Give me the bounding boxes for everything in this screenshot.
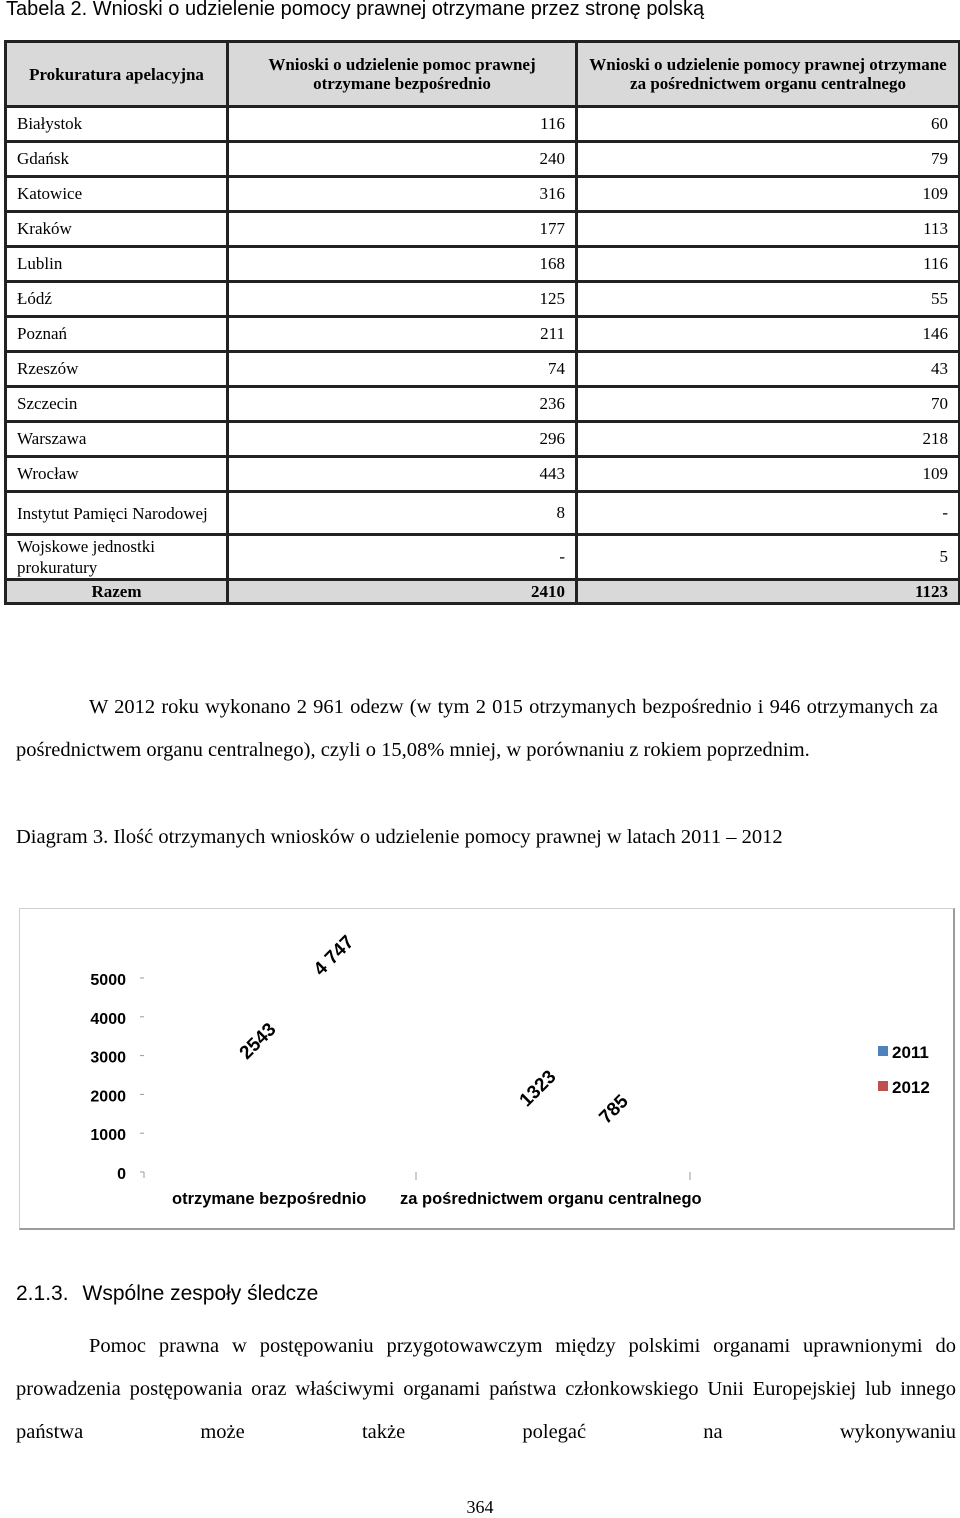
cell-direct: 116 [228, 107, 577, 142]
cell-central: 109 [577, 457, 960, 492]
cell-office: Wrocław [6, 457, 228, 492]
header-direct-requests: Wnioski o udzielenie pomoc prawnej otrzymane bezpośrednio [228, 42, 577, 107]
cell-direct: 316 [228, 177, 577, 212]
data-label: 4 747 [309, 931, 359, 981]
cell-central: 55 [577, 282, 960, 317]
page-number: 364 [466, 1497, 494, 1517]
y-tick-label: 4000 [90, 1010, 126, 1028]
cell-direct: 125 [228, 282, 577, 317]
cell-direct: 443 [228, 457, 577, 492]
cell-direct: 240 [228, 142, 577, 177]
cell-office: Wojskowe jednostki prokuratury [6, 535, 228, 580]
cell-total-direct: 2410 [228, 580, 577, 604]
cell-central: 5 [577, 535, 960, 580]
cell-central: 218 [577, 422, 960, 457]
cell-central: 43 [577, 352, 960, 387]
cell-central: 113 [577, 212, 960, 247]
cell-total-central: 1123 [577, 580, 960, 604]
cell-office: Łódź [6, 282, 228, 317]
cell-direct: 211 [228, 317, 577, 352]
data-label: 785 [595, 1091, 633, 1129]
cell-office: Katowice [6, 177, 228, 212]
cell-office: Warszawa [6, 422, 228, 457]
x-category-label: za pośrednictwem organu centralnego [400, 1190, 702, 1208]
data-label: 1323 [515, 1066, 561, 1112]
paragraph-summary-text: W 2012 roku wykonano 2 961 odezw (w tym 2 015 otrzymanych bezpośrednio i 946 otrzymanych za pośrednictwem organu centralnego), czyli o 15,08% mniej, w porównaniu z rokiem poprzednim. [16, 696, 938, 761]
y-tick-label: 3000 [90, 1049, 126, 1067]
header-prosecutor-office: Prokuratura apelacyjna [6, 42, 228, 107]
cell-office: Gdańsk [6, 142, 228, 177]
cell-central: 146 [577, 317, 960, 352]
cell-direct: - [228, 535, 577, 580]
cell-central: - [577, 492, 960, 535]
y-tick-label: 2000 [90, 1088, 126, 1106]
cell-office: Instytut Pamięci Narodowej [6, 492, 228, 535]
diagram-caption: Diagram 3. Ilość otrzymanych wniosków o udzielenie pomocy prawnej w latach 2011 – 2012 [16, 826, 783, 848]
cell-central: 109 [577, 177, 960, 212]
cell-central: 60 [577, 107, 960, 142]
cell-direct: 74 [228, 352, 577, 387]
cell-direct: 168 [228, 247, 577, 282]
cell-total-label: Razem [6, 580, 228, 604]
cell-office: Kraków [6, 212, 228, 247]
cell-central: 79 [577, 142, 960, 177]
cell-central: 116 [577, 247, 960, 282]
cell-central: 70 [577, 387, 960, 422]
header-central-requests: Wnioski o udzielenie pomocy prawnej otrzymane za pośrednictwem organu centralnego [577, 42, 960, 107]
section-number: 2.1.3. [16, 1282, 69, 1305]
y-tick-label: 1000 [90, 1127, 126, 1145]
table-caption: Tabela 2. Wnioski o udzielenie pomocy prawnej otrzymane przez stronę polską [6, 0, 705, 20]
cell-direct: 177 [228, 212, 577, 247]
cell-office: Białystok [6, 107, 228, 142]
cell-office: Lublin [6, 247, 228, 282]
paragraph-joint-teams-text: Pomoc prawna w postępowaniu przygotowawczym między polskimi organami uprawnionymi do prowadzenia postępowania oraz właściwymi organami państwa członkowskiego Unii Europejskiej lub innego państwa może także polegać na wykonywaniu [16, 1335, 956, 1443]
paragraph-joint-teams [16, 1325, 956, 1454]
data-label: 2543 [235, 1019, 281, 1064]
cell-direct: 296 [228, 422, 577, 457]
cell-office: Poznań [6, 317, 228, 352]
legend-label: 2011 [892, 1043, 929, 1062]
section-heading [16, 1282, 318, 1306]
cell-direct: 236 [228, 387, 577, 422]
section-title: Wspólne zespoły śledcze [82, 1282, 319, 1305]
legend-swatch [878, 1046, 888, 1056]
y-tick-label: 5000 [90, 972, 126, 989]
y-tick-label: 0 [117, 1166, 126, 1183]
x-category-label: otrzymane bezpośrednio [172, 1190, 367, 1208]
cell-office: Szczecin [6, 387, 228, 422]
cell-office: Rzeszów [6, 352, 228, 387]
legend-label: 2012 [892, 1078, 930, 1097]
legend-swatch [878, 1081, 888, 1091]
cell-direct: 8 [228, 492, 577, 535]
